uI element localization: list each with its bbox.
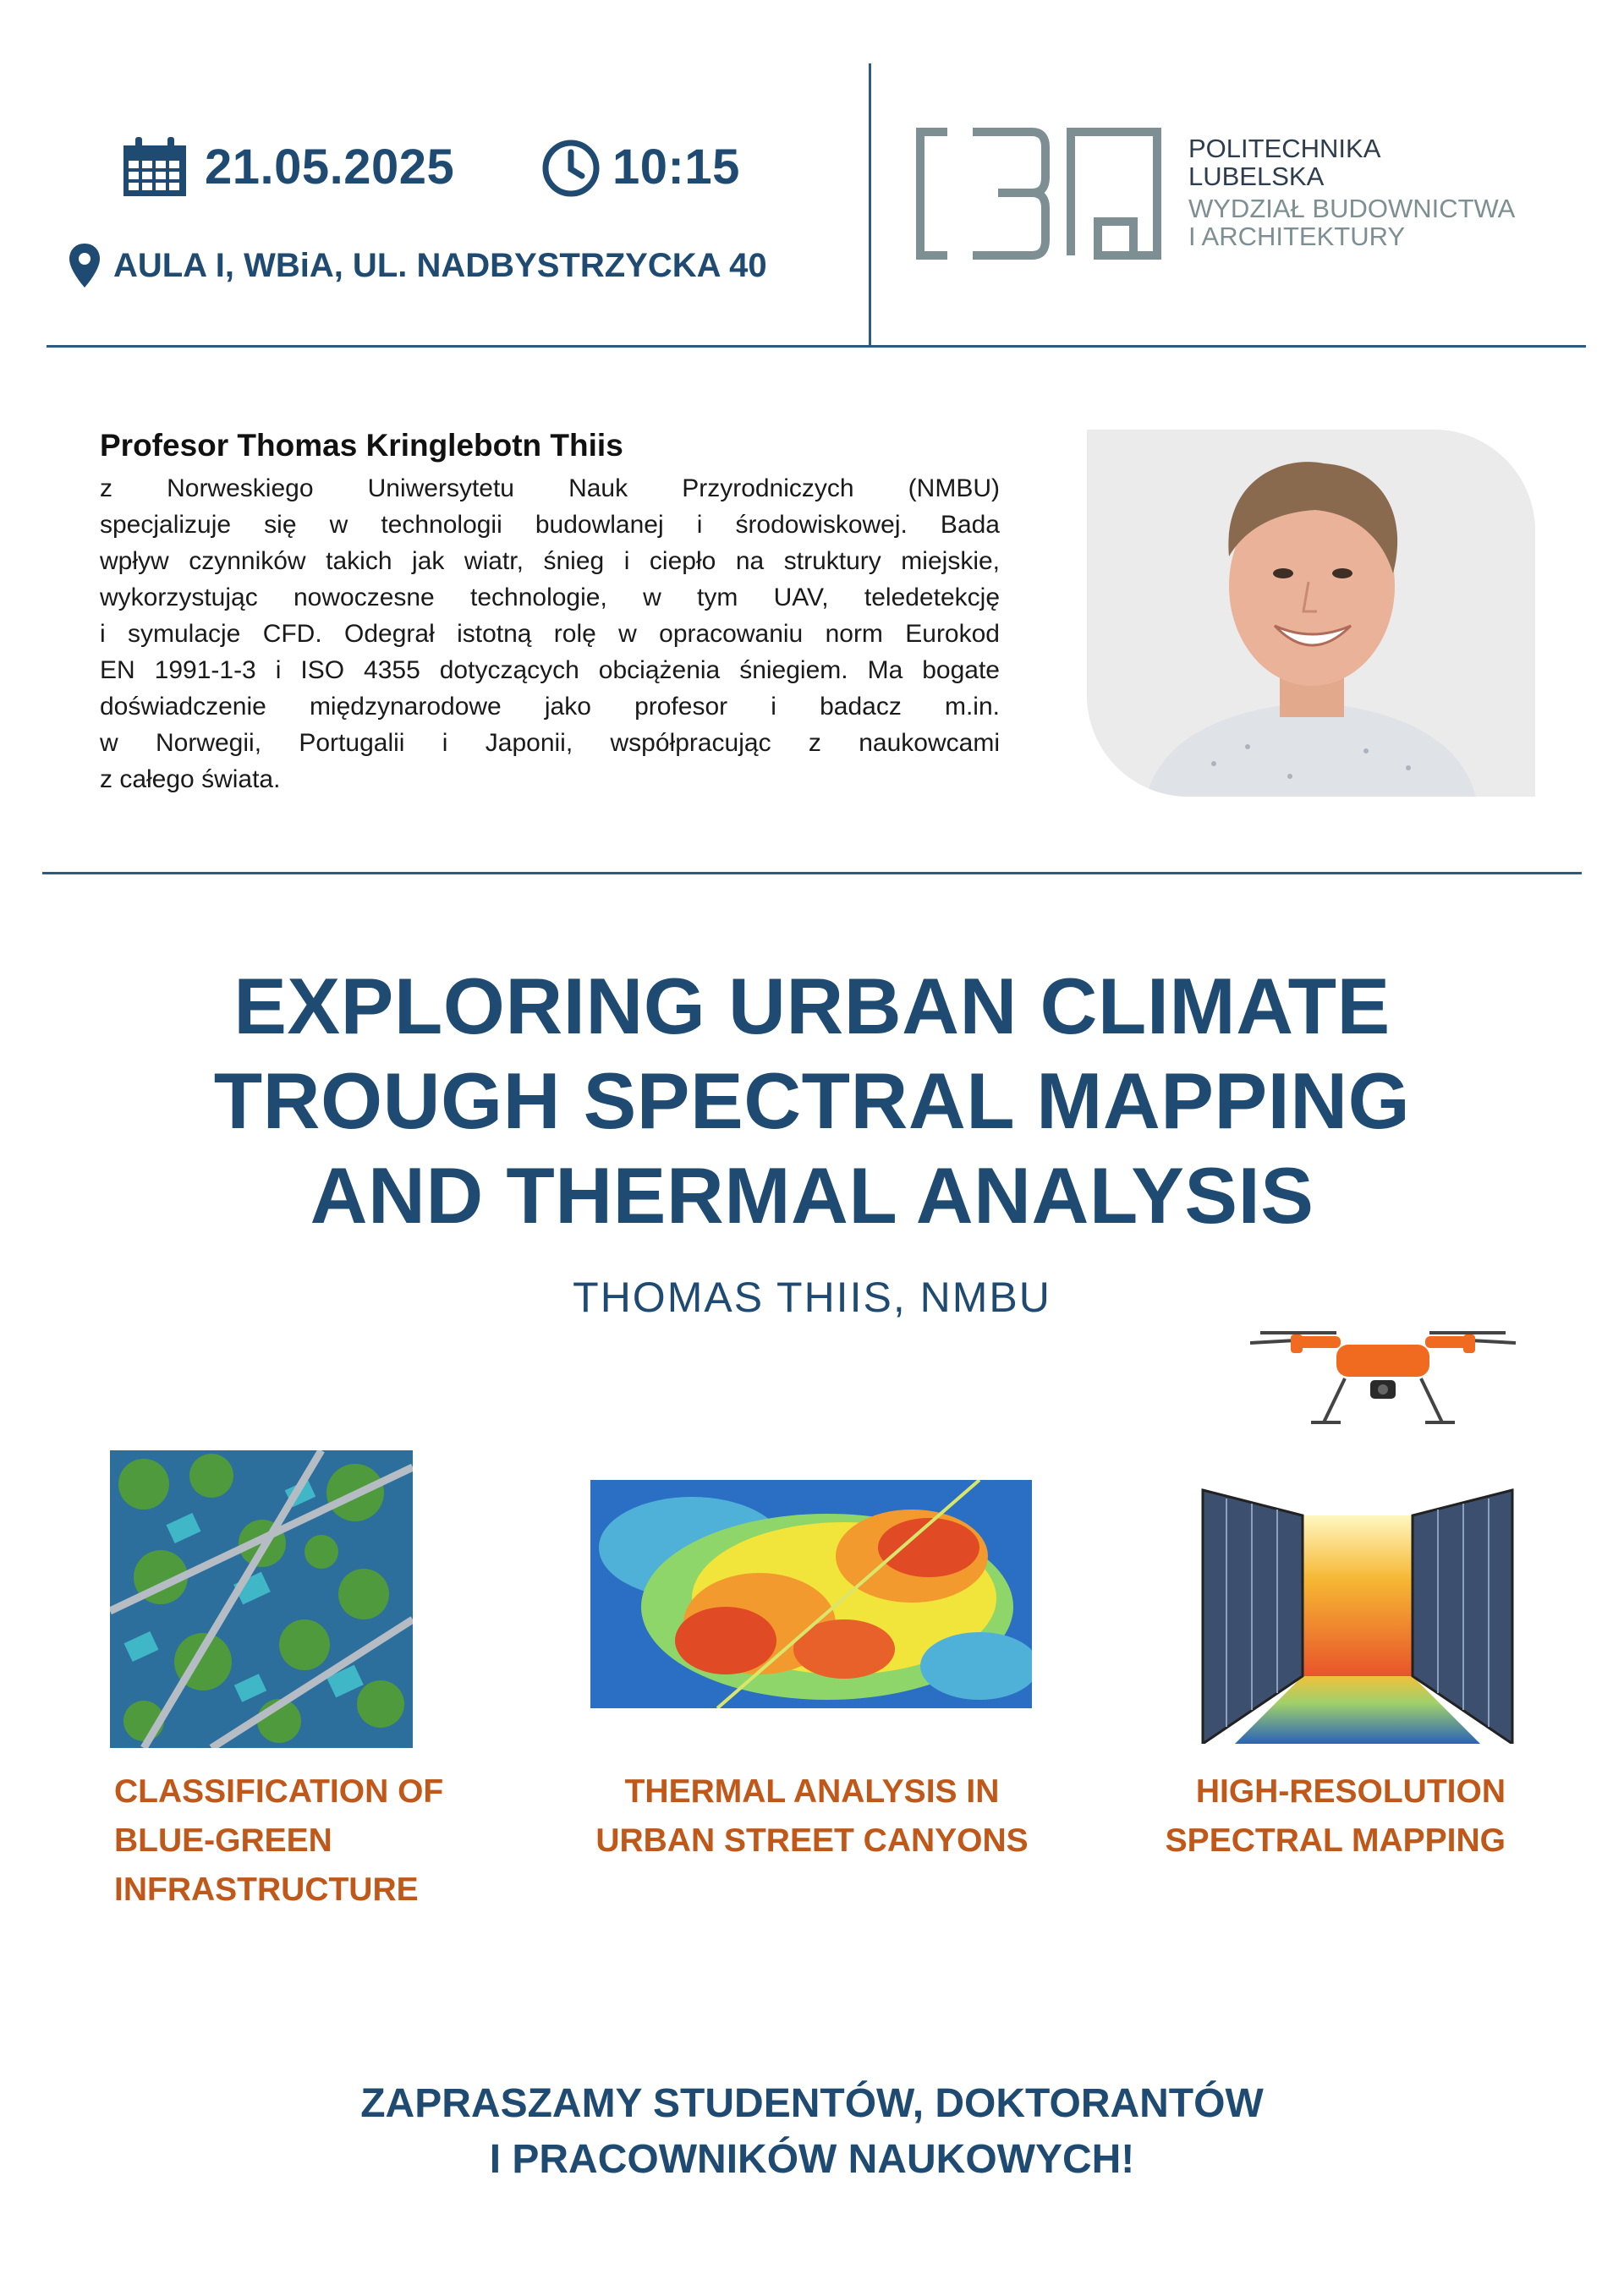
event-location: AULA I, WBiA, UL. NADBYSTRZYCKA 40 — [113, 247, 767, 284]
caption-line: CLASSIFICATION OF — [114, 1773, 444, 1810]
title-line: AND THERMAL ANALYSIS — [310, 1151, 1314, 1240]
logo-mark — [914, 127, 1167, 262]
bio-line: EN 1991-1-3 i ISO 4355 dotyczących obciążenia śniegiem. Ma bogate — [100, 656, 1000, 684]
logo-line-1: POLITECHNIKA — [1188, 134, 1381, 163]
logo-line-4: I ARCHITEKTURY — [1188, 222, 1406, 251]
drone-image — [1243, 1302, 1522, 1438]
event-time: 10:15 — [612, 140, 740, 195]
speaker-photo — [1087, 430, 1535, 797]
title-line: EXPLORING URBAN CLIMATE — [233, 962, 1391, 1050]
header-divider — [47, 345, 1586, 348]
event-info — [0, 0, 871, 347]
thermal-map-image — [590, 1480, 1032, 1708]
invitation — [0, 2076, 1624, 2188]
header-divider-vertical — [869, 63, 871, 347]
bio-line: doświadczenie międzynarodowe jako profesor i badacz m.in. — [100, 693, 1000, 721]
invitation-line: ZAPRASZAMY STUDENTÓW, DOKTORANTÓW — [360, 2081, 1264, 2126]
bio-line: z całego świata. — [100, 765, 281, 793]
blue-green-infrastructure-image — [110, 1450, 413, 1748]
bio-line: specjalizuje się w technologii budowlanej i środowiskowej. Bada — [100, 511, 1000, 539]
topic-caption-2 — [558, 1767, 1066, 1866]
calendar-icon — [120, 135, 189, 200]
invitation-line: I PRACOWNIKÓW NAUKOWYCH! — [489, 2137, 1135, 2182]
caption-line: HIGH-RESOLUTION — [1195, 1773, 1506, 1810]
caption-line: THERMAL ANALYSIS IN — [624, 1773, 1000, 1810]
university-logo — [914, 127, 1590, 271]
speaker-name: Profesor Thomas Kringlebotn Thiis — [100, 428, 623, 463]
bio-line: wpływ czynników takich jak wiatr, śnieg i ciepło na struktury miejskie, — [100, 547, 1000, 575]
logo-line-3: WYDZIAŁ BUDOWNICTWA — [1188, 194, 1516, 223]
caption-line: URBAN STREET CANYONS — [595, 1822, 1029, 1859]
speaker-bio — [100, 470, 1000, 797]
clock-icon — [541, 139, 601, 198]
topic-caption-1 — [114, 1767, 537, 1915]
caption-line: BLUE-GREEN — [114, 1822, 332, 1859]
caption-line: SPECTRAL MAPPING — [1165, 1822, 1506, 1859]
caption-line: INFRASTRUCTURE — [114, 1871, 419, 1908]
bio-line: i symulacje CFD. Odegrał istotną rolę w opracowaniu norm Eurokod — [100, 620, 1000, 648]
lecture-title — [0, 959, 1624, 1243]
map-pin-icon — [68, 242, 102, 289]
bio-line: z Norweskiego Uniwersytetu Nauk Przyrodniczych (NMBU) — [100, 474, 1000, 502]
bio-divider — [42, 872, 1582, 874]
event-date: 21.05.2025 — [205, 140, 455, 195]
title-line: TROUGH SPECTRAL MAPPING — [213, 1056, 1411, 1145]
lecture-speaker: THOMAS THIIS, NMBU — [573, 1274, 1051, 1321]
bio-line: w Norwegii, Portugalii i Japonii, współpracując z naukowcami — [100, 729, 1000, 757]
street-canyon-image — [1201, 1482, 1514, 1744]
topic-caption-3 — [1091, 1767, 1506, 1866]
bio-line: wykorzystując nowoczesne technologie, w tym UAV, teledetekcję — [100, 584, 1000, 611]
logo-line-2: LUBELSKA — [1188, 162, 1325, 191]
